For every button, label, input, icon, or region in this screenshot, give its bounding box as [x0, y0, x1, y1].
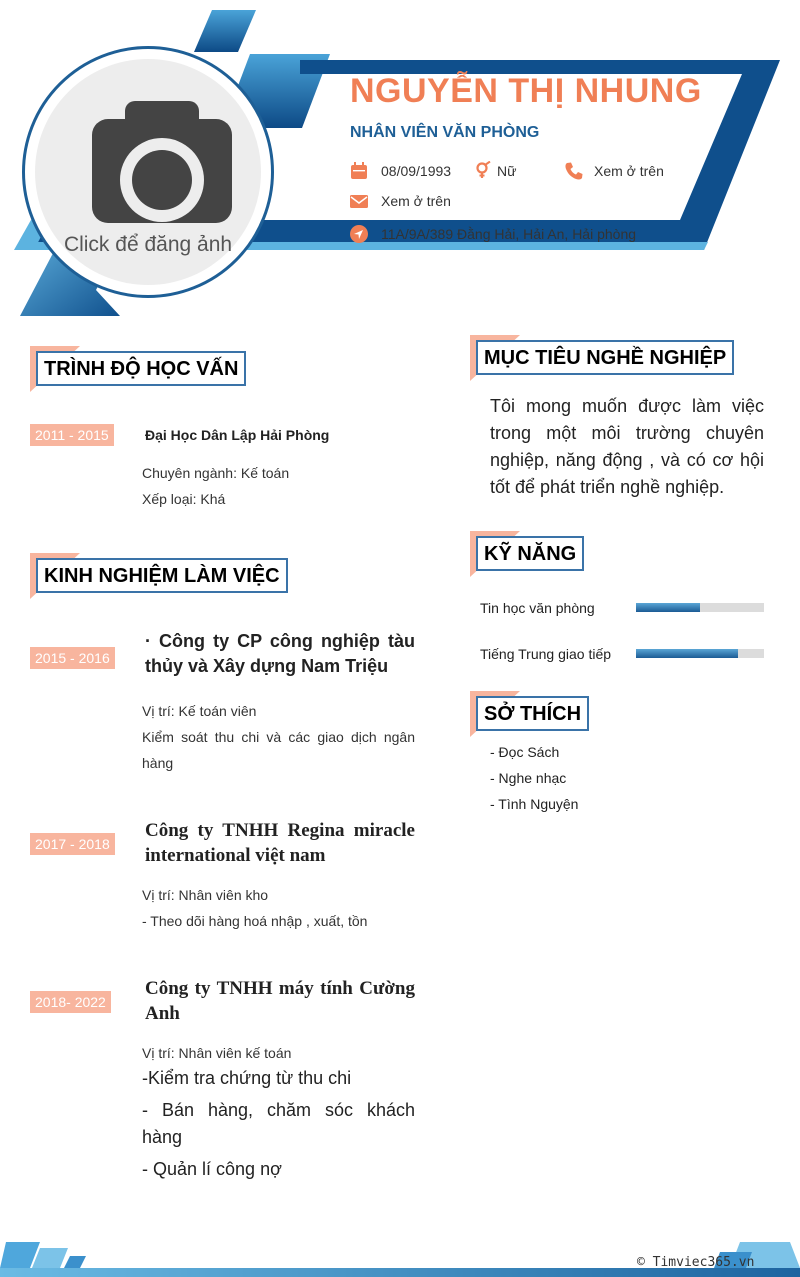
school-name: Đại Học Dân Lập Hải Phòng — [145, 427, 330, 443]
job-description: Kiểm soát thu chi và các giao dịch ngân hàng — [142, 729, 415, 771]
avatar-placeholder — [35, 59, 261, 285]
education-major: Chuyên ngành: Kế toán — [142, 465, 290, 481]
hobbies-section-heading — [470, 691, 590, 741]
objective-text: Tôi mong muốn được làm việc trong một môi trường chuyên nghiệp, năng động , và có cơ hội tốt để phát triển nghề nghiệp. — [490, 396, 764, 497]
job-position: Vị trí: Nhân viên kho — [142, 887, 269, 903]
job-description: -Kiểm tra chứng từ thu chi — [142, 1068, 352, 1088]
avatar-upload-label: Click để đăng ảnh — [63, 233, 233, 256]
skills-heading: KỸ NĂNG — [476, 536, 584, 571]
hobby-item: - Tình Nguyện — [490, 796, 579, 812]
experience-years: 2017 - 2018 — [30, 833, 115, 855]
company-name: · Công ty CP công nghiệp tàu thủy và Xây dựng Nam Triệu — [145, 631, 415, 676]
avatar-upload[interactable] — [22, 46, 274, 298]
experience-years: 2015 - 2016 — [30, 647, 115, 669]
education-section-heading — [30, 346, 240, 396]
gender-icon — [474, 161, 492, 179]
skills-section-heading — [470, 531, 590, 581]
experience-heading: KINH NGHIỆM LÀM VIỆC — [36, 558, 288, 593]
experience-years: 2018- 2022 — [30, 991, 111, 1013]
job-position: Vị trí: Kế toán viên — [142, 703, 257, 719]
birthdate: 08/09/1993 — [381, 163, 452, 179]
location-arrow-icon — [350, 225, 368, 243]
objective-section-heading — [470, 335, 730, 385]
footer-brand: © Timviec365.vn — [637, 1255, 755, 1270]
skill-bar-fill — [636, 649, 738, 658]
calendar-icon — [350, 162, 368, 180]
hobby-item: - Đọc Sách — [490, 744, 560, 760]
education-grade: Xếp loại: Khá — [142, 491, 226, 507]
education-years: 2011 - 2015 — [30, 424, 114, 446]
job-description: - Bán hàng, chăm sóc khách hàng — [142, 1100, 415, 1147]
phone: Xem ở trên — [594, 163, 664, 179]
skill-bar-fill — [636, 603, 700, 612]
skill-label: Tiếng Trung giao tiếp — [480, 646, 612, 662]
experience-section-heading — [30, 553, 280, 603]
education-heading: TRÌNH ĐỘ HỌC VẤN — [36, 351, 246, 386]
skill-label: Tin học văn phòng — [480, 600, 595, 616]
email: Xem ở trên — [381, 193, 451, 209]
job-title: NHÂN VIÊN VĂN PHÒNG — [350, 124, 540, 141]
candidate-name: NGUYỄN THỊ NHUNG — [350, 72, 702, 110]
gender: Nữ — [497, 163, 517, 179]
job-position: Vị trí: Nhân viên kế toán — [142, 1045, 292, 1061]
envelope-icon — [350, 193, 368, 211]
skill-bar — [636, 603, 764, 612]
skill-bar — [636, 649, 764, 658]
hobby-item: - Nghe nhạc — [490, 770, 567, 786]
objective-heading: MỤC TIÊU NGHỀ NGHIỆP — [476, 340, 734, 375]
hobbies-heading: SỞ THÍCH — [476, 696, 589, 731]
job-description: - Quản lí công nợ — [142, 1159, 282, 1179]
address: 11A/9A/389 Đằng Hải, Hải An, Hải phòng — [381, 226, 637, 242]
job-description: - Theo dõi hàng hoá nhập , xuất, tồn — [142, 913, 368, 929]
phone-icon — [564, 161, 584, 181]
company-name: Công ty TNHH máy tính Cường Anh — [145, 978, 415, 1024]
company-name: Công ty TNHH Regina miracle international việt nam — [145, 820, 415, 866]
